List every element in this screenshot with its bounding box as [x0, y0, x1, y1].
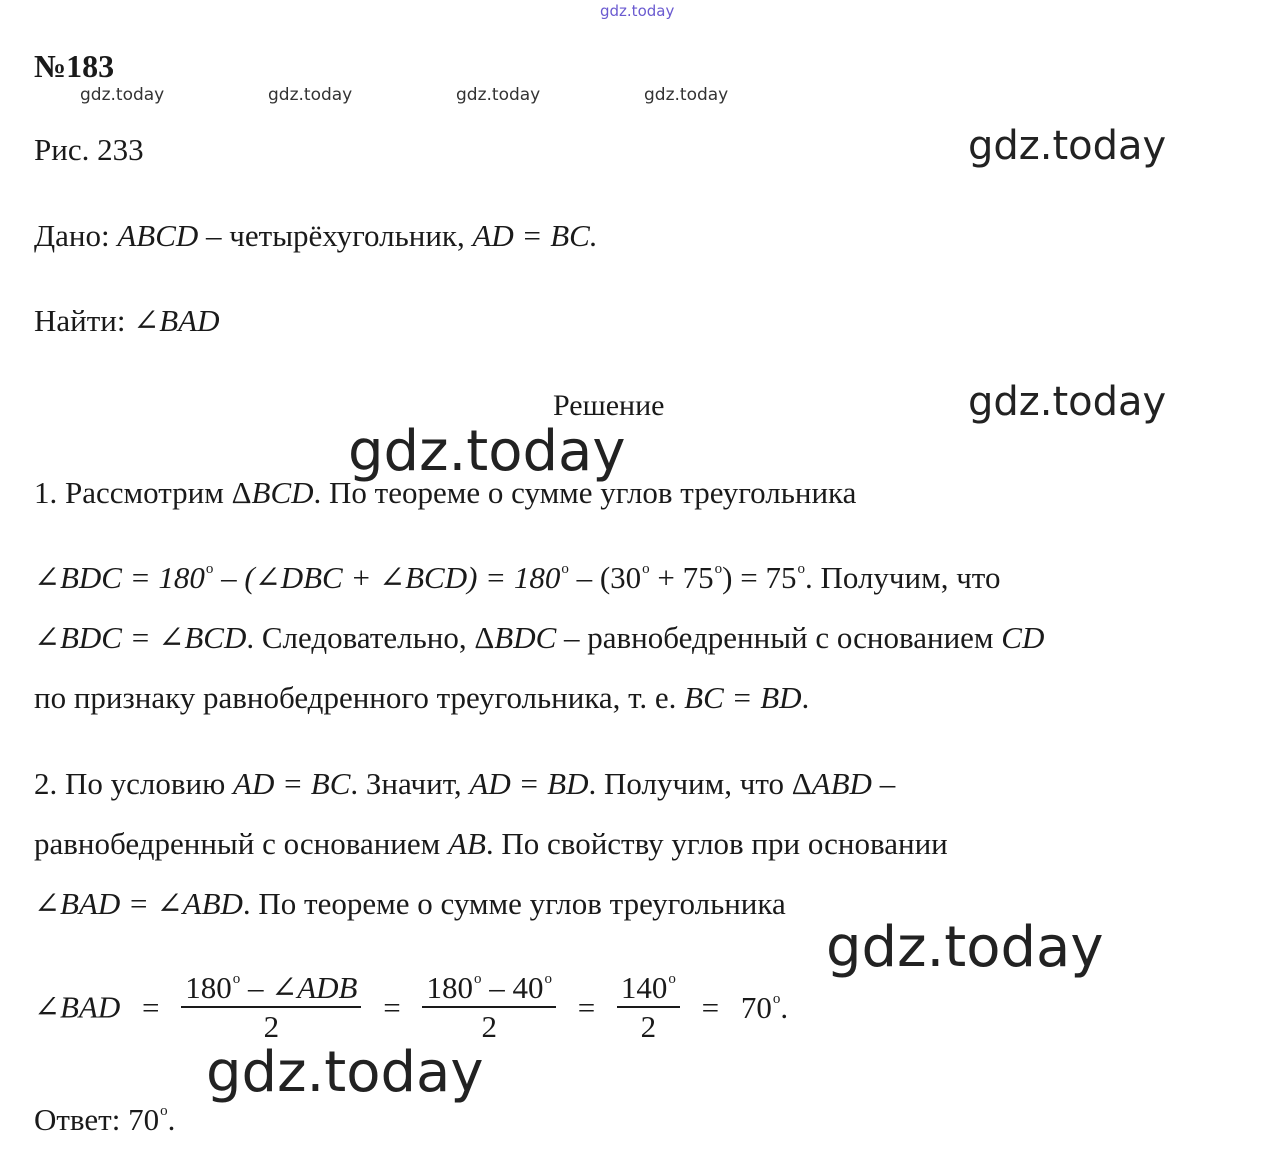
- step2-line2: [34, 828, 948, 859]
- fraction-denominator: 2: [481, 1009, 497, 1044]
- fraction-denominator: 2: [640, 1009, 657, 1044]
- step2-base: AB: [448, 826, 486, 861]
- given-text: – четырёхугольник,: [206, 218, 465, 253]
- degree-sign: o: [160, 1103, 168, 1119]
- equation-part: ∠BAD = ∠ABD: [34, 886, 243, 921]
- find-label: Найти:: [34, 303, 126, 338]
- step2-text: . По теореме о сумме углов треугольника: [242, 886, 786, 921]
- given-label: Дано:: [34, 218, 110, 253]
- fraction-denominator: 2: [263, 1009, 280, 1044]
- fraction-numerator: [422, 972, 556, 1008]
- step1-line3: [34, 622, 1044, 653]
- step1-triangle: BDC: [494, 620, 557, 655]
- equation-part: ∠BDC = 180: [34, 560, 205, 595]
- answer-value: 70: [128, 1102, 160, 1137]
- degree-sign: o: [544, 971, 552, 987]
- degree-sign: o: [205, 561, 214, 577]
- step1-equation: [34, 562, 1000, 593]
- watermark-small: gdz.today: [80, 85, 165, 105]
- fraction-1: [181, 972, 361, 1042]
- equation-part: AD = BD: [469, 766, 589, 801]
- given-line: [34, 220, 598, 251]
- equation-part: + 75: [649, 560, 714, 595]
- equation-lhs: ∠BAD: [34, 989, 121, 1025]
- given-equation: AD = BC.: [472, 218, 598, 253]
- degree-sign: o: [772, 990, 781, 1007]
- step1-text: 1. Рассмотрим Δ: [34, 475, 252, 510]
- result: [741, 990, 788, 1025]
- degree-sign: o: [714, 561, 723, 577]
- equals-sign: =: [577, 989, 596, 1025]
- degree-sign: o: [473, 971, 482, 987]
- step2-text: . Получим, что Δ: [588, 766, 812, 801]
- watermark-right: gdz.today: [968, 379, 1167, 425]
- equals-sign: =: [701, 989, 720, 1025]
- equals-sign: =: [383, 989, 401, 1025]
- step2-text: –: [871, 766, 896, 801]
- fraction-numerator: [181, 972, 361, 1008]
- step1-line4: [34, 682, 809, 713]
- watermark-center: gdz.today: [348, 419, 626, 484]
- watermark-right: gdz.today: [968, 123, 1167, 169]
- equation-part: ∠BDC = ∠BCD: [34, 620, 247, 655]
- equation-part: – (30: [568, 560, 642, 595]
- watermark-small: gdz.today: [456, 85, 541, 105]
- step2-text: 2. По условию: [34, 766, 234, 801]
- step2-text: равнобедренный с основанием: [34, 826, 449, 861]
- angle: – ∠ADB: [240, 970, 358, 1005]
- step1-triangle: BCD: [251, 475, 314, 510]
- degree-sign: o: [232, 971, 241, 987]
- fraction-numerator: [617, 972, 680, 1008]
- equation-part: AD = BC: [233, 766, 351, 801]
- step1-text: .: [801, 680, 810, 715]
- number: 140: [620, 970, 668, 1005]
- find-angle: ∠BAD: [133, 303, 220, 338]
- step1-text: . Следовательно, Δ: [246, 620, 495, 655]
- watermark-top: gdz.today: [600, 2, 675, 20]
- fraction-3: [617, 972, 680, 1042]
- degree-sign: o: [561, 561, 569, 577]
- answer-line: [34, 1104, 175, 1135]
- problem-number: №183: [34, 48, 115, 84]
- watermark-bottom: gdz.today: [206, 1040, 484, 1105]
- equals-sign: =: [141, 989, 160, 1025]
- find-line: [34, 305, 219, 336]
- degree-sign: o: [642, 561, 650, 577]
- equation-part: BC = BD: [684, 680, 802, 715]
- watermark-small: gdz.today: [644, 85, 729, 105]
- equation-part: ) = 75: [722, 560, 797, 595]
- step2-line3: [34, 888, 786, 919]
- number: – 40: [481, 970, 544, 1005]
- number: 180: [185, 970, 232, 1005]
- step2-text: . Значит,: [350, 766, 470, 801]
- step1-base: CD: [1001, 620, 1045, 655]
- step1-text: . По теореме о сумме углов треугольника: [313, 475, 857, 510]
- watermark-small: gdz.today: [268, 85, 353, 105]
- degree-sign: o: [797, 561, 805, 577]
- step2-triangle: ABD: [811, 766, 872, 801]
- step2-line1: [34, 768, 895, 799]
- step1-text: по признаку равнобедренного треугольника, т. е.: [34, 680, 685, 715]
- punctuation: .: [167, 1102, 176, 1137]
- step1-text: – равнобедренный с основанием: [556, 620, 1002, 655]
- number: 70: [740, 989, 772, 1025]
- watermark-mid-right: gdz.today: [826, 915, 1104, 980]
- equation-part: – (∠DBC + ∠BCD) = 180: [213, 560, 561, 595]
- fraction-2: [422, 972, 556, 1042]
- answer-label: Ответ:: [34, 1102, 121, 1137]
- given-figure: ABCD: [117, 218, 199, 253]
- degree-sign: o: [668, 971, 676, 987]
- equation-part: . Получим, что: [804, 560, 1001, 595]
- number: 180: [426, 970, 473, 1005]
- punctuation: .: [780, 989, 789, 1025]
- fraction-equation: [34, 972, 788, 1042]
- step2-text: . По свойству углов при основании: [485, 826, 948, 861]
- solution-heading: Решение: [553, 389, 665, 422]
- figure-reference: Рис. 233: [34, 132, 144, 167]
